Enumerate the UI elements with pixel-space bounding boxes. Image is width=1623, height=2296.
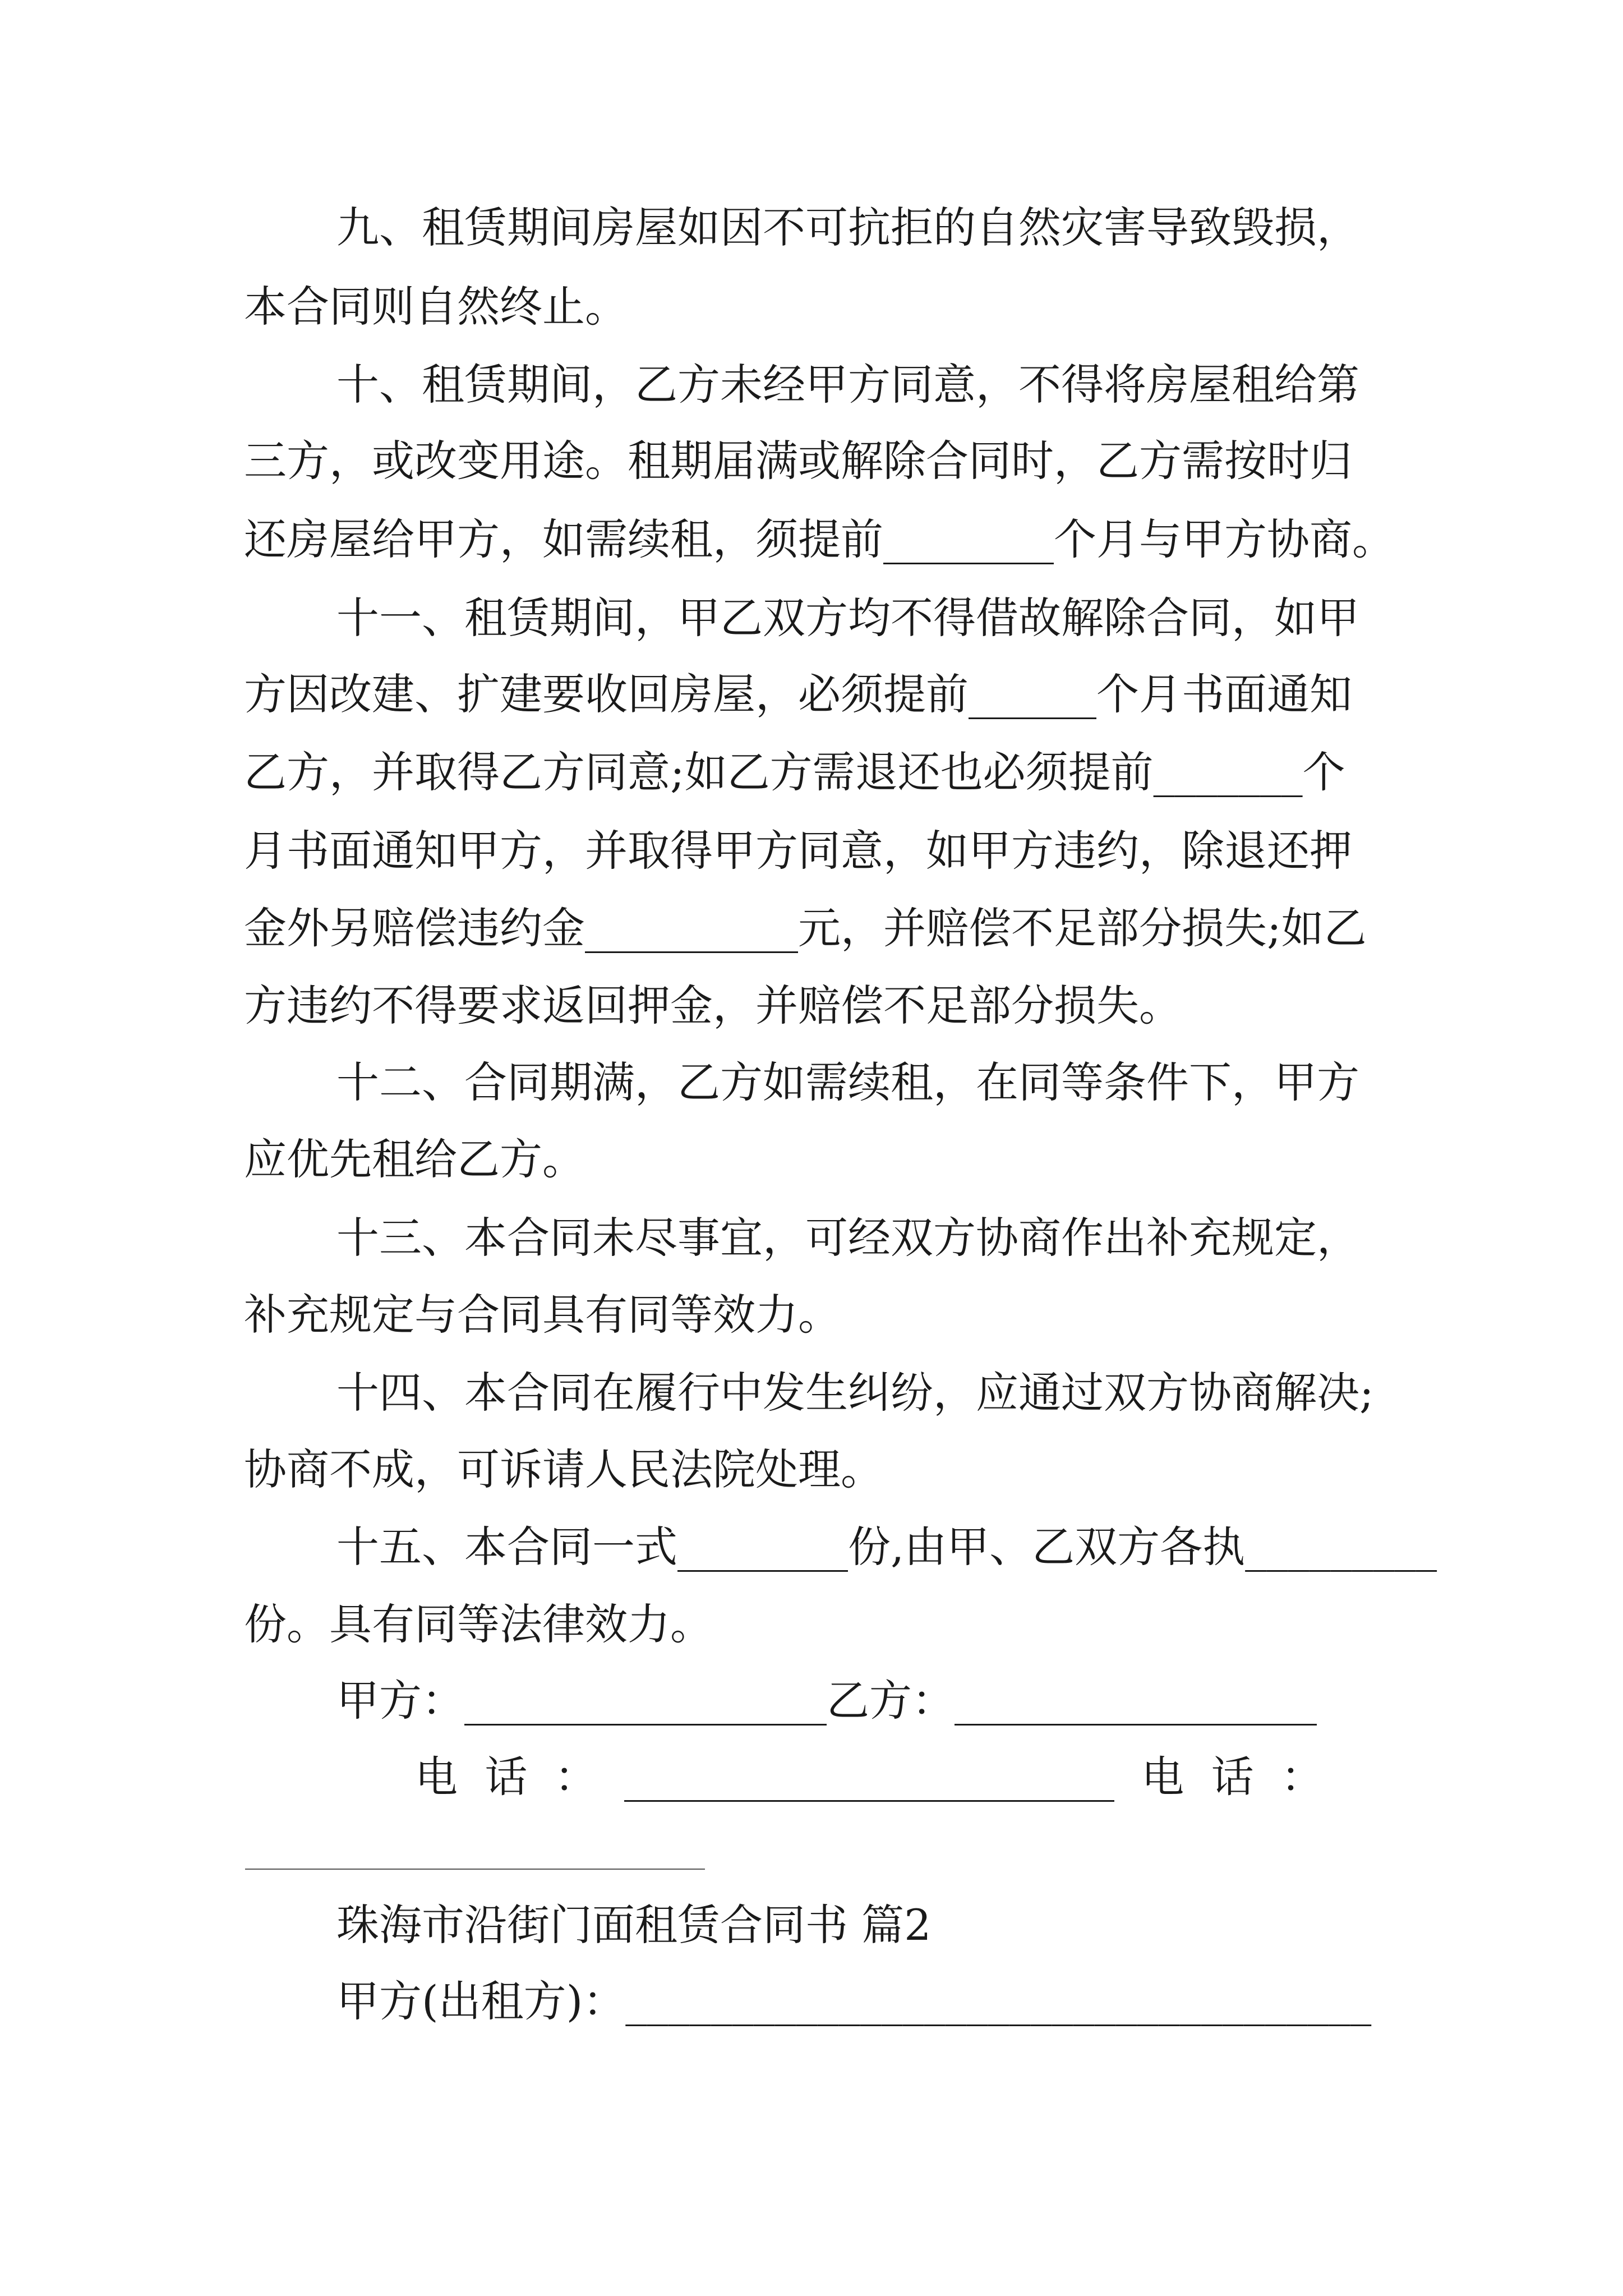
paragraph-13-line-2: 补充规定与合同具有同等效力。 [244,1290,841,1340]
paragraph-12-line-2: 应优先租给乙方。 [244,1134,585,1184]
paragraph-14-line-2: 协商不成，可诉请人民法院处理。 [244,1444,883,1494]
paragraph-11-line-5: 金外另赔偿违约金__________元，并赔偿不足部分损失;如乙 [244,903,1367,953]
section-divider [245,1869,705,1870]
paragraph-15-line-2: 份。具有同等法律效力。 [244,1599,713,1649]
paragraph-9-line-1: 九、租赁期间房屋如因不可抗拒的自然灾害导致毁损， [336,203,1359,252]
signature-party-line: 甲方：_________________乙方：_________________ [336,1676,1317,1726]
phone-line: 电 话 ： _______________________ 电 话 ： [415,1752,1324,1802]
section-title: 珠海市沿街门面租赁合同书 篇2 [336,1900,932,1950]
paragraph-15-line-1: 十五、本合同一式________份,由甲、乙双方各执_________ [336,1522,1437,1572]
paragraph-11-line-4: 月书面通知甲方，并取得甲方同意，如甲方违约，除退还押 [244,826,1352,876]
paragraph-11-line-6: 方违约不得要求返回押金，并赔偿不足部分损失。 [244,981,1182,1030]
paragraph-10-line-1: 十、租赁期间，乙方未经甲方同意，不得将房屋租给第 [336,360,1359,409]
paragraph-11-line-2: 方因改建、扩建要收回房屋，必须提前______个月书面通知 [244,669,1352,719]
paragraph-11-line-3: 乙方，并取得乙方同意;如乙方需退还也必须提前_______个 [244,747,1345,797]
paragraph-14-line-1: 十四、本合同在履行中发生纠纷，应通过双方协商解决; [336,1368,1374,1418]
paragraph-10-line-2: 三方，或改变用途。租期届满或解除合同时，乙方需按时归 [244,436,1352,486]
paragraph-10-line-3: 还房屋给甲方，如需续租，须提前________个月与甲方协商。 [244,514,1395,564]
lessor-field-line: 甲方(出租方)：___________________________________ [336,1976,1372,2026]
paragraph-12-line-1: 十二、合同期满，乙方如需续租，在同等条件下，甲方 [336,1057,1359,1107]
paragraph-9-line-2: 本合同则自然终止。 [244,282,628,332]
paragraph-13-line-1: 十三、本合同未尽事宜，可经双方协商作出补充规定， [336,1213,1359,1263]
paragraph-11-line-1: 十一、租赁期间，甲乙双方均不得借故解除合同，如甲 [336,593,1359,643]
